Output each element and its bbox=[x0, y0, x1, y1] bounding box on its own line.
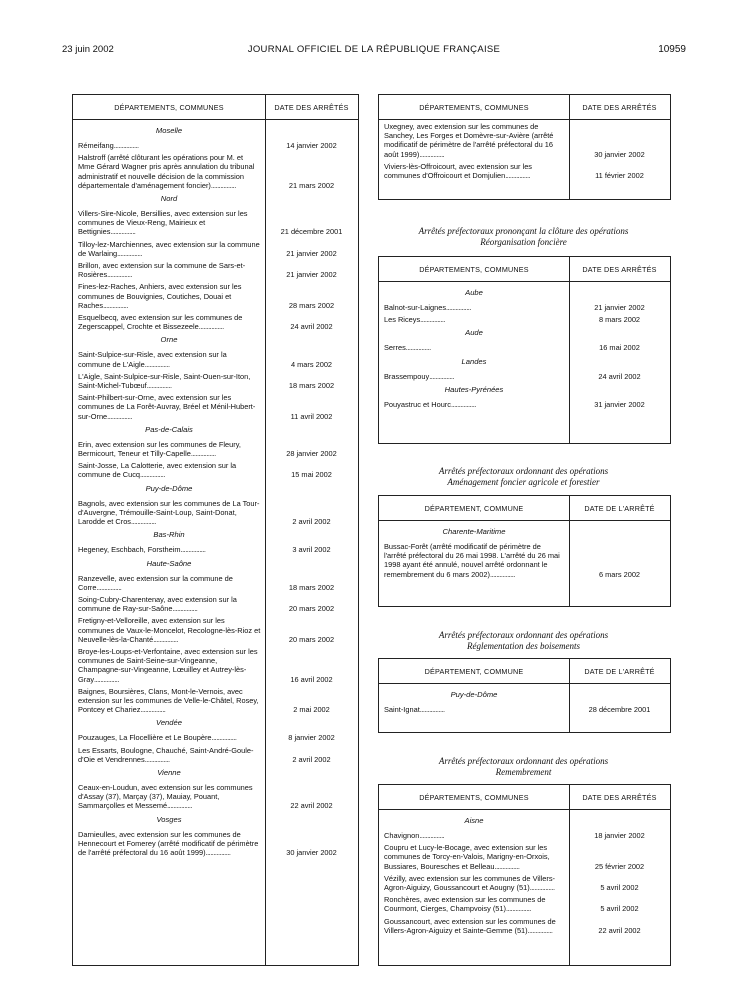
departement-heading: Nord bbox=[160, 194, 178, 204]
commune-name: Erin, avec extension sur les communes de Fleury, Bermicourt, Teneur et Tilly-Capelle bbox=[78, 439, 241, 459]
commune-cell bbox=[73, 499, 265, 527]
table-body bbox=[73, 122, 358, 860]
departement-heading: Aube bbox=[465, 288, 483, 297]
leader-dots: ................ bbox=[94, 674, 119, 684]
commune-name: Bussac-Forêt (arrêté modificatif de périmètre de l'arrêté préfectoral du 26 mai 1998. L'arrêté du 26 mai 1998 ayant été annulé, nouvel arrêté ordonnant le remembrement du 6 mars 2002) bbox=[384, 542, 560, 579]
arrete-date: 8 mars 2002 bbox=[598, 315, 641, 325]
table-row bbox=[73, 350, 358, 368]
table-row bbox=[73, 372, 358, 390]
arrete-date: 2 mai 2002 bbox=[293, 705, 330, 715]
column-header-communes: DÉPARTEMENTS, COMMUNES bbox=[379, 257, 569, 282]
table-row bbox=[73, 574, 358, 592]
arrete-date: 5 avril 2002 bbox=[600, 904, 639, 914]
leader-dots: ................ bbox=[489, 569, 515, 579]
table-row bbox=[73, 282, 358, 310]
arrete-date: 21 janvier 2002 bbox=[286, 270, 337, 280]
commune-cell bbox=[73, 209, 265, 237]
leader-dots: ................ bbox=[144, 754, 170, 764]
table-row bbox=[73, 261, 358, 279]
column-header-communes: DÉPARTEMENTS, COMMUNES bbox=[73, 95, 265, 120]
table-row bbox=[73, 783, 358, 811]
departement-heading: Pas-de-Calais bbox=[145, 424, 193, 434]
section-2-title bbox=[378, 226, 669, 248]
arrete-date: 24 avril 2002 bbox=[598, 371, 641, 381]
commune-cell bbox=[73, 350, 265, 368]
departement-heading: Aude bbox=[465, 328, 483, 338]
section-3-subheading: Aménagement foncier agricole et forestier bbox=[447, 477, 600, 487]
section-2-subheading: Réorganisation foncière bbox=[480, 237, 567, 247]
arrete-date: 21 janvier 2002 bbox=[594, 303, 645, 312]
table-body bbox=[379, 523, 670, 582]
commune-cell bbox=[379, 400, 569, 409]
right-table-4 bbox=[378, 658, 671, 733]
arrete-date: 16 mai 2002 bbox=[599, 343, 640, 353]
leader-dots: ................ bbox=[210, 180, 236, 190]
departement-heading: Orne bbox=[160, 335, 178, 345]
table-row bbox=[73, 153, 358, 190]
arrete-date: 21 mars 2002 bbox=[288, 180, 335, 190]
section-4-subheading: Réglementation des boisements bbox=[467, 641, 580, 651]
commune-name: Balnot-sur-Laignes bbox=[384, 303, 447, 312]
right-table-5 bbox=[378, 784, 671, 966]
leader-dots: ................ bbox=[144, 359, 170, 369]
arrete-date: 20 mars 2002 bbox=[288, 634, 335, 644]
arrete-date: 30 janvier 2002 bbox=[594, 149, 645, 159]
section-3-title bbox=[378, 466, 669, 488]
section-4-heading: Arrêtés préfectoraux ordonnant des opérations bbox=[438, 630, 609, 640]
table-row bbox=[379, 895, 670, 913]
table-row bbox=[379, 162, 670, 180]
leader-dots: ................ bbox=[167, 801, 192, 811]
column-header-dates: DATE DE L'ARRÊTÉ bbox=[569, 659, 670, 684]
commune-name: Vézilly, avec extension sur les communes de Villers-Agron-Aiguizy, Goussancourt et Aougny (51) bbox=[384, 873, 556, 893]
arrete-date: 20 mars 2002 bbox=[288, 604, 335, 614]
table-row bbox=[379, 917, 670, 935]
commune-name: Brassempouy bbox=[384, 371, 430, 381]
commune-name: Brillon, avec extension sur la commune de Sars-et-Rosières bbox=[78, 261, 246, 280]
table-body bbox=[379, 812, 670, 938]
column-header-communes: DÉPARTEMENTS, COMMUNES bbox=[379, 785, 569, 810]
commune-name: Goussancourt, avec extension sur les communes de Villers-Agron-Aiguizy et Sainte-Gemme (51) bbox=[384, 916, 556, 935]
leader-dots: ................ bbox=[172, 604, 198, 614]
leader-dots: ................ bbox=[505, 171, 531, 181]
column-header-dates: DATE DES ARRÊTÉS bbox=[569, 785, 670, 810]
commune-name: Saint-Sulpice-sur-Risle, avec extension sur la commune de L'Aigle bbox=[78, 350, 227, 369]
left-table bbox=[72, 94, 359, 966]
commune-name: Pouyastruc et Hourc bbox=[384, 399, 451, 409]
right-table-1 bbox=[378, 94, 671, 200]
commune-name: Rémeifang bbox=[78, 141, 114, 150]
table-row bbox=[73, 393, 358, 421]
commune-name: Saint-Josse, La Calotterie, avec extension sur la commune de Cucq bbox=[78, 461, 237, 480]
arrete-date: 28 mars 2002 bbox=[288, 300, 335, 310]
column-header-dates: DATE DE L'ARRÊTÉ bbox=[569, 496, 670, 521]
leader-dots: ................ bbox=[110, 227, 136, 237]
table-row bbox=[379, 122, 670, 159]
arrete-date: 16 avril 2002 bbox=[290, 674, 333, 684]
commune-cell bbox=[73, 783, 265, 811]
commune-name: Soing-Cubry-Charentenay, avec extension sur la commune de Ray-sur-Saône bbox=[78, 594, 237, 614]
commune-name: Serres bbox=[384, 343, 406, 353]
table-row bbox=[73, 499, 358, 527]
commune-cell bbox=[73, 830, 265, 858]
arrete-date: 28 décembre 2001 bbox=[588, 705, 651, 714]
commune-name: Ronchères, avec extension sur les communes de Courmont, Cierges, Champvoisy (51) bbox=[384, 895, 546, 914]
commune-cell bbox=[73, 153, 265, 190]
table-body bbox=[379, 284, 670, 412]
section-2-heading: Arrêtés préfectoraux prononçant la clôture des opérations bbox=[418, 226, 629, 236]
table-row bbox=[73, 687, 358, 715]
commune-cell bbox=[379, 874, 569, 892]
leader-dots: ................ bbox=[419, 705, 445, 714]
leader-dots: ................ bbox=[107, 411, 133, 421]
right-table-3 bbox=[378, 495, 671, 607]
arrete-date: 2 avril 2002 bbox=[292, 754, 331, 764]
commune-cell bbox=[73, 574, 265, 592]
commune-cell bbox=[379, 122, 569, 159]
leader-dots: ................ bbox=[140, 705, 166, 715]
table-row bbox=[379, 705, 670, 714]
section-4-title bbox=[378, 630, 669, 652]
commune-cell bbox=[379, 705, 569, 714]
commune-cell bbox=[73, 616, 265, 644]
leader-dots: ................ bbox=[146, 381, 172, 391]
arrete-date: 8 janvier 2002 bbox=[288, 733, 335, 743]
leader-dots: ................ bbox=[529, 883, 555, 893]
section-5-subheading: Remembrement bbox=[495, 767, 552, 777]
table-body bbox=[379, 686, 670, 717]
commune-name: Fines-lez-Raches, Anhiers, avec extension sur les communes de Bouvignies, Coutiches, Douai et Raches bbox=[78, 282, 242, 310]
table-row bbox=[379, 400, 670, 409]
leader-dots: ................ bbox=[117, 248, 143, 258]
leader-dots: ................ bbox=[494, 861, 520, 871]
commune-cell bbox=[379, 917, 569, 935]
commune-cell bbox=[379, 895, 569, 913]
commune-name: Ceaux-en-Loudun, avec extension sur les communes d'Assay (37), Marçay (37), Mauiay, Pouant, Sammarçolles et Messemé bbox=[78, 782, 253, 811]
arrete-date: 25 février 2002 bbox=[594, 861, 645, 871]
departement-heading: Vienne bbox=[157, 767, 181, 777]
table-row bbox=[73, 733, 358, 742]
departement-heading: Haute-Saône bbox=[146, 558, 192, 568]
leader-dots: ................ bbox=[96, 582, 122, 592]
departement-heading: Moselle bbox=[155, 126, 183, 135]
arrete-date: 18 mars 2002 bbox=[288, 582, 335, 592]
leader-dots: ................ bbox=[205, 847, 231, 857]
leader-dots: ................ bbox=[506, 904, 531, 914]
commune-name: Saint-Philbert-sur-Orne, avec extension sur les communes de La Forêt-Auvray, Bréel et Ménil-Hubert-sur-Orne bbox=[78, 393, 256, 421]
table-row bbox=[73, 141, 358, 150]
arrete-date: 30 janvier 2002 bbox=[286, 847, 337, 857]
leader-dots: ................ bbox=[419, 831, 445, 840]
departement-heading: Puy-de-Dôme bbox=[145, 483, 193, 493]
commune-name: Baignes, Boursières, Clans, Mont-le-Vernois, avec extension sur les communes de Velle-le-Châtel, Rosey, Pontcey et Chariez bbox=[78, 686, 259, 715]
arrete-date: 28 janvier 2002 bbox=[286, 449, 337, 459]
table-row bbox=[379, 542, 670, 579]
commune-cell bbox=[73, 733, 265, 742]
leader-dots: ................ bbox=[446, 303, 471, 312]
column-header-dates: DATE DES ARRÊTÉS bbox=[569, 257, 670, 282]
commune-name: Coupru et Lucy-le-Bocage, avec extension sur les communes de Torcy-en-Valois, Marigny-en-Orxois, Bussiares, Bouresches et Belleau bbox=[384, 843, 550, 871]
commune-name: Pouzauges, La Flocellière et Le Boupère bbox=[78, 733, 212, 743]
departement-heading: Hautes-Pyrénées bbox=[444, 384, 504, 394]
commune-cell bbox=[379, 343, 569, 352]
arrete-date: 3 avril 2002 bbox=[292, 545, 331, 555]
leader-dots: ................ bbox=[190, 449, 216, 459]
commune-name: Darnieulles, avec extension sur les communes de Hennecourt et Fomerey (arrêté modificatif de périmètre de l'arrêté préfectoral du 16 août 1999) bbox=[78, 829, 259, 857]
commune-cell bbox=[73, 440, 265, 458]
arrete-date: 4 mars 2002 bbox=[290, 359, 333, 369]
leader-dots: ................ bbox=[405, 343, 431, 353]
leader-dots: ................ bbox=[131, 517, 156, 527]
commune-name: Uxegney, avec extension sur les communes de Sanchey, Les Forges et Domèvre-sur-Avière (arrêté modificatif de périmètre de l'arrêté préfectoral du 16 août 1999) bbox=[384, 122, 554, 159]
commune-name: Bagnols, avec extension sur les communes de La Tour-d'Auvergne, Trémouille-Saint-Loup, Saint-Donat, Larodde et Cros bbox=[78, 498, 260, 527]
table-row bbox=[73, 746, 358, 764]
commune-cell bbox=[73, 595, 265, 613]
arrete-date: 18 mars 2002 bbox=[288, 381, 335, 391]
commune-name: Villers-Sire-Nicole, Bersillies, avec extension sur les communes de Vieux-Reng, Mairieux et Bettignies bbox=[78, 209, 248, 237]
column-header-dates: DATE DES ARRÊTÉS bbox=[265, 95, 358, 120]
commune-name: L'Aigle, Saint-Sulpice-sur-Risle, Saint-Ouen-sur-Iton, Saint-Michel-Tubœuf bbox=[78, 371, 251, 391]
table-row bbox=[73, 440, 358, 458]
commune-cell bbox=[73, 393, 265, 421]
commune-cell bbox=[379, 843, 569, 871]
commune-name: Les Essarts, Boulogne, Chauché, Saint-André-Goule-d'Oie et Vendrennes bbox=[78, 745, 254, 764]
table-row bbox=[73, 461, 358, 479]
commune-cell bbox=[73, 313, 265, 331]
commune-cell bbox=[73, 746, 265, 764]
leader-dots: ................ bbox=[113, 141, 139, 150]
arrete-date: 11 avril 2002 bbox=[290, 411, 333, 421]
arrete-date: 2 avril 2002 bbox=[292, 517, 331, 527]
commune-cell bbox=[73, 372, 265, 390]
leader-dots: ................ bbox=[198, 322, 224, 332]
commune-cell bbox=[379, 542, 569, 579]
commune-cell bbox=[379, 372, 569, 381]
commune-cell bbox=[379, 162, 569, 180]
commune-name: Hegeney, Eschbach, Forstheim bbox=[78, 545, 181, 555]
column-header-communes: DÉPARTEMENT, COMMUNE bbox=[379, 496, 569, 521]
arrete-date: 11 février 2002 bbox=[595, 171, 644, 181]
column-header-communes: DÉPARTEMENTS, COMMUNES bbox=[379, 95, 569, 120]
arrete-date: 6 mars 2002 bbox=[598, 569, 641, 579]
commune-cell bbox=[379, 315, 569, 324]
leader-dots: ................ bbox=[153, 634, 179, 644]
table-row bbox=[379, 315, 670, 324]
departement-heading: Puy-de-Dôme bbox=[450, 690, 498, 699]
leader-dots: ................ bbox=[140, 470, 165, 480]
table-row bbox=[379, 843, 670, 871]
leader-dots: ................ bbox=[180, 545, 206, 555]
leader-dots: ................ bbox=[429, 371, 455, 381]
section-5-title bbox=[378, 756, 669, 778]
arrete-date: 22 avril 2002 bbox=[290, 801, 333, 811]
commune-cell bbox=[379, 303, 569, 312]
leader-dots: ................ bbox=[103, 300, 128, 310]
commune-cell bbox=[73, 687, 265, 715]
table-row bbox=[73, 595, 358, 613]
departement-heading: Bas-Rhin bbox=[153, 530, 185, 540]
commune-name: Fretigny-et-Velloreille, avec extension sur les communes de Vaux-le-Moncelot, Recologne-lès-Rioz et Neuvelle-lès-la-Chanté bbox=[78, 616, 261, 644]
table-row bbox=[379, 303, 670, 312]
section-5-heading: Arrêtés préfectoraux ordonnant des opérations bbox=[438, 756, 609, 766]
commune-name: Broye-les-Loups-et-Verfontaine, avec extension sur les communes de Saint-Seine-sur-Vingeanne, Champagne-sur-Vingeanne, Lœuilley et Autrey-lès-Gray bbox=[78, 646, 258, 684]
page-number: 10959 bbox=[658, 44, 686, 55]
right-table-2 bbox=[378, 256, 671, 444]
leader-dots: ................ bbox=[419, 149, 445, 159]
table-row bbox=[73, 313, 358, 331]
leader-dots: ................ bbox=[211, 733, 237, 743]
page-date: 23 juin 2002 bbox=[62, 44, 114, 55]
commune-name: Tilloy-lez-Marchiennes, avec extension sur la commune de Warlaing bbox=[78, 239, 260, 258]
arrete-date: 24 avril 2002 bbox=[290, 322, 333, 332]
arrete-date: 31 janvier 2002 bbox=[594, 399, 645, 409]
table-row bbox=[379, 874, 670, 892]
departement-heading: Vendée bbox=[156, 718, 182, 728]
table-row bbox=[379, 343, 670, 352]
arrete-date: 21 décembre 2001 bbox=[280, 227, 343, 237]
leader-dots: ................ bbox=[420, 315, 446, 325]
departement-heading: Aisne bbox=[464, 816, 484, 825]
table-row bbox=[73, 647, 358, 684]
commune-cell bbox=[73, 545, 265, 554]
leader-dots: ................ bbox=[107, 270, 133, 280]
leader-dots: ................ bbox=[450, 399, 476, 409]
column-header-dates: DATE DES ARRÊTÉS bbox=[569, 95, 670, 120]
commune-name: Saint-Ignat bbox=[384, 705, 420, 714]
commune-cell bbox=[73, 282, 265, 310]
table-row bbox=[73, 209, 358, 237]
commune-name: Les Riceys bbox=[384, 315, 421, 325]
column-header-communes: DÉPARTEMENT, COMMUNE bbox=[379, 659, 569, 684]
table-row bbox=[73, 830, 358, 858]
departement-heading: Landes bbox=[461, 356, 487, 366]
arrete-date: 5 avril 2002 bbox=[600, 883, 639, 893]
table-row bbox=[73, 616, 358, 644]
arrete-date: 14 janvier 2002 bbox=[286, 141, 337, 150]
section-3-heading: Arrêtés préfectoraux ordonnant des opérations bbox=[438, 466, 609, 476]
arrete-date: 18 janvier 2002 bbox=[594, 831, 645, 840]
table-row bbox=[379, 831, 670, 840]
commune-name: Ranzevelle, avec extension sur la commune de Corre bbox=[78, 573, 233, 592]
commune-cell bbox=[73, 240, 265, 258]
commune-name: Viviers-lès-Offroicourt, avec extension sur les communes d'Offroicourt et Domjulien bbox=[384, 161, 533, 181]
departement-heading: Charente-Maritime bbox=[442, 527, 506, 536]
commune-name: Esquelbecq, avec extension sur les communes de Zegerscappel, Crochte et Bissezeele bbox=[78, 313, 243, 332]
table-body bbox=[379, 122, 670, 183]
commune-cell bbox=[73, 647, 265, 684]
commune-cell bbox=[73, 461, 265, 479]
arrete-date: 21 janvier 2002 bbox=[286, 248, 337, 258]
table-row bbox=[73, 240, 358, 258]
commune-cell bbox=[379, 831, 569, 840]
journal-title: JOURNAL OFFICIEL DE LA RÉPUBLIQUE FRANÇAISE bbox=[247, 44, 501, 55]
commune-cell bbox=[73, 141, 265, 150]
table-row bbox=[379, 372, 670, 381]
leader-dots: ................ bbox=[527, 925, 553, 935]
commune-cell bbox=[73, 261, 265, 279]
commune-name: Chavignon bbox=[384, 831, 420, 840]
commune-name: Halstroff (arrêté clôturant les opérations pour M. et Mme Gérard Wagner pris après annulation du tribunal administratif et nouvelle décision de la commission départementale d'aménagement foncier) bbox=[78, 153, 255, 190]
arrete-date: 22 avril 2002 bbox=[598, 925, 641, 935]
arrete-date: 15 mai 2002 bbox=[291, 470, 332, 480]
departement-heading: Vosges bbox=[156, 814, 182, 824]
table-row bbox=[73, 545, 358, 554]
